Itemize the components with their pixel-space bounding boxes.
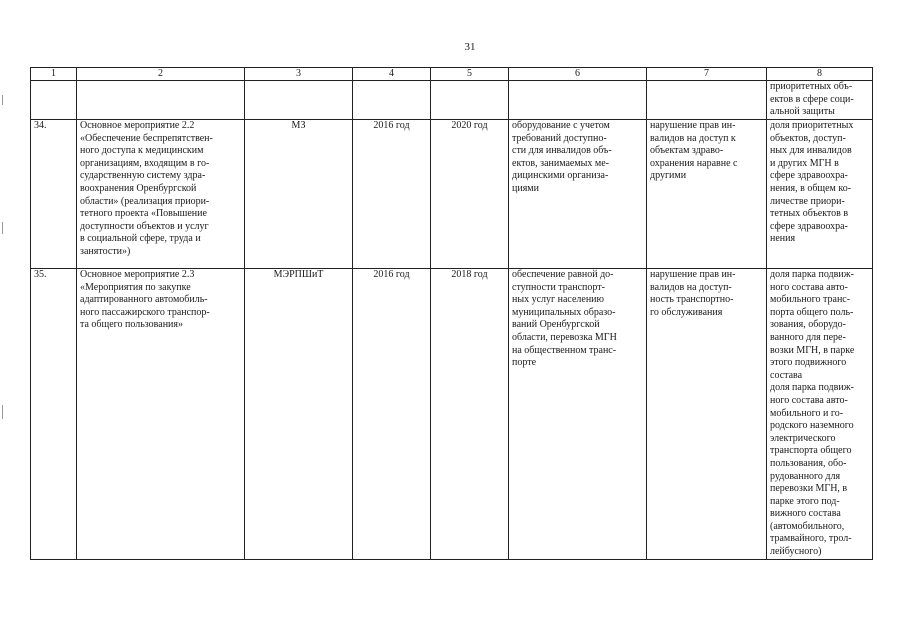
cell-text-line: ступности транспорт- — [512, 281, 605, 293]
cell-text-line: нения — [770, 233, 796, 245]
cell-text-line: циями — [512, 182, 539, 194]
table-row — [31, 269, 873, 560]
cell-text-line: тетных объектов в — [770, 208, 849, 220]
cell-text-line: приоритетных объ- — [770, 81, 853, 92]
cell-text-line: рудованного для — [770, 470, 841, 482]
cell-text-line: трамвайного, трол- — [770, 533, 852, 545]
end-year-cell: 2020 год — [431, 120, 509, 269]
cell-text-line: Основное мероприятие 2.2 — [80, 120, 195, 131]
column-number: 6 — [509, 68, 647, 81]
cell-text-line: доля приоритетных — [770, 120, 854, 131]
column-number: 4 — [353, 68, 431, 81]
cell-text-line: доля парка подвиж- — [770, 269, 854, 280]
cell-text-line: тетного проекта «Повышение — [80, 208, 207, 220]
cell-text-line: ных для инвалидов — [770, 145, 852, 157]
consequence-cell — [647, 120, 767, 269]
cell-text-line: области, перевозка МГН — [512, 331, 617, 343]
cell-text-line: нарушение прав ин- — [650, 120, 736, 131]
cell-text-line: ного состава авто- — [770, 394, 848, 406]
cell-text-line: родского наземного — [770, 420, 854, 432]
continuation-row — [31, 81, 873, 120]
start-year-cell: 2016 год — [353, 269, 431, 560]
indicator-cell — [767, 269, 873, 560]
cell-text-line: альной защиты — [770, 106, 835, 118]
column-number: 8 — [767, 68, 873, 81]
measure-name-cell — [77, 269, 245, 560]
cell-text-line: сфере здравоохра- — [770, 170, 848, 182]
cell-text-line: ных услуг населению — [512, 294, 604, 306]
cell-text-line: (автомобильного, — [770, 520, 845, 532]
cell-text-line: нарушение прав ин- — [650, 269, 736, 280]
column-number: 7 — [647, 68, 767, 81]
executor-cell: МЭРПШиТ — [245, 269, 353, 560]
cell-text-line: пользования, обо- — [770, 457, 847, 469]
executor-cell: МЗ — [245, 120, 353, 269]
table-cell — [431, 81, 509, 120]
table-cell — [353, 81, 431, 120]
cell-text-line: го обслуживания — [650, 306, 723, 318]
cell-text-line: доля парка подвиж- — [770, 382, 854, 394]
cell-text-line: дицинскими организа- — [512, 170, 609, 182]
cell-text-line: мобильного и го- — [770, 407, 844, 419]
cell-text-line: вижного состава — [770, 508, 841, 520]
cell-text-line: ного состава авто- — [770, 281, 848, 293]
cell-text-line: порте — [512, 357, 537, 369]
column-number: 3 — [245, 68, 353, 81]
cell-text-line: перевозки МГН, в — [770, 483, 848, 495]
row-number: 34. — [31, 120, 77, 269]
cell-text-line: ванного для пере- — [770, 331, 846, 343]
cell-text-line: сфере здравоохра- — [770, 220, 848, 232]
column-number: 1 — [31, 68, 77, 81]
scan-margin-mark — [2, 222, 3, 234]
cell-text-line: требований доступно- — [512, 132, 607, 144]
cell-text-line: зования, оборудо- — [770, 319, 846, 331]
table-row — [31, 120, 873, 269]
cell-text-line: воохранения Оренбургской — [80, 182, 197, 194]
cell-text-line: ность транспортно- — [650, 294, 734, 306]
cell-text-line: сударственную систему здра- — [80, 170, 206, 182]
cell-text-line: Основное мероприятие 2.3 — [80, 269, 195, 280]
cell-text-line: лейбусного) — [770, 546, 822, 558]
cell-text-line: адаптированного автомобиль- — [80, 294, 208, 306]
cell-text-line: ектов в сфере соци- — [770, 93, 854, 105]
cell-text-line: нения, в общем ко- — [770, 182, 852, 194]
table-cell — [245, 81, 353, 120]
indicator-cell — [767, 120, 873, 269]
cell-text-line: ного доступа к медицинским — [80, 145, 204, 157]
cell-text-line: «Обеспечение беспрепятствен- — [80, 132, 213, 144]
cell-text-line: этого подвижного — [770, 357, 847, 369]
cell-text-line: занятости») — [80, 245, 131, 257]
scan-margin-mark — [2, 95, 3, 105]
cell-text-line: и других МГН в — [770, 157, 839, 169]
measure-name-cell — [77, 120, 245, 269]
cell-text-line: оборудование с учетом — [512, 120, 610, 131]
cell-text-line: сти для инвалидов объ- — [512, 145, 612, 157]
cell-text-line: состава — [770, 369, 803, 381]
cell-text-line: обеспечение равной до- — [512, 269, 614, 280]
cell-text-line: транспорта общего — [770, 445, 852, 457]
expected-result-cell — [509, 120, 647, 269]
measures-table — [30, 67, 873, 560]
cell-text-line: мобильного транс- — [770, 294, 851, 306]
row-number: 35. — [31, 269, 77, 560]
scan-margin-mark — [2, 405, 3, 419]
cell-text-line: ваний Оренбургской — [512, 319, 600, 331]
cell-text-line: парке этого под- — [770, 495, 840, 507]
cell-text-line: области» (реализация приори- — [80, 195, 210, 207]
expected-result-cell — [509, 269, 647, 560]
cell-text-line: объектам здраво- — [650, 145, 724, 157]
cell-text-line: ного пассажирского транспор- — [80, 306, 210, 318]
column-number: 2 — [77, 68, 245, 81]
cell-text-line: порта общего поль- — [770, 306, 854, 318]
cell-text-line: ектов, занимаемых ме- — [512, 157, 609, 169]
cell-text-line: та общего пользования» — [80, 319, 184, 331]
cell-text-line: охранения наравне с — [650, 157, 738, 169]
cell-text-line: объектов, доступ- — [770, 132, 846, 144]
table-cell — [647, 81, 767, 120]
consequence-cell — [647, 269, 767, 560]
cell-text-line: другими — [650, 170, 687, 182]
table-cell — [77, 81, 245, 120]
cell-text-line: электрического — [770, 432, 836, 444]
cell-text-line: организациям, входящим в го- — [80, 157, 210, 169]
cell-text-line: валидов на доступ- — [650, 281, 732, 293]
column-number-header-row — [31, 68, 873, 81]
column-number: 5 — [431, 68, 509, 81]
cell-text-line: личестве приори- — [770, 195, 845, 207]
cell-text-line: доступности объектов и услуг — [80, 220, 209, 232]
end-year-cell: 2018 год — [431, 269, 509, 560]
cell-text-line: «Мероприятия по закупке — [80, 281, 191, 293]
indicator-cell — [767, 81, 873, 120]
cell-text-line: в социальной сфере, труда и — [80, 233, 201, 245]
cell-text-line: валидов на доступ к — [650, 132, 736, 144]
cell-text-line: возки МГН, в парке — [770, 344, 855, 356]
start-year-cell: 2016 год — [353, 120, 431, 269]
cell-text-line: на общественном транс- — [512, 344, 617, 356]
page-number: 31 — [464, 41, 476, 53]
table-cell — [31, 81, 77, 120]
table-cell — [509, 81, 647, 120]
cell-text-line: муниципальных образо- — [512, 306, 616, 318]
